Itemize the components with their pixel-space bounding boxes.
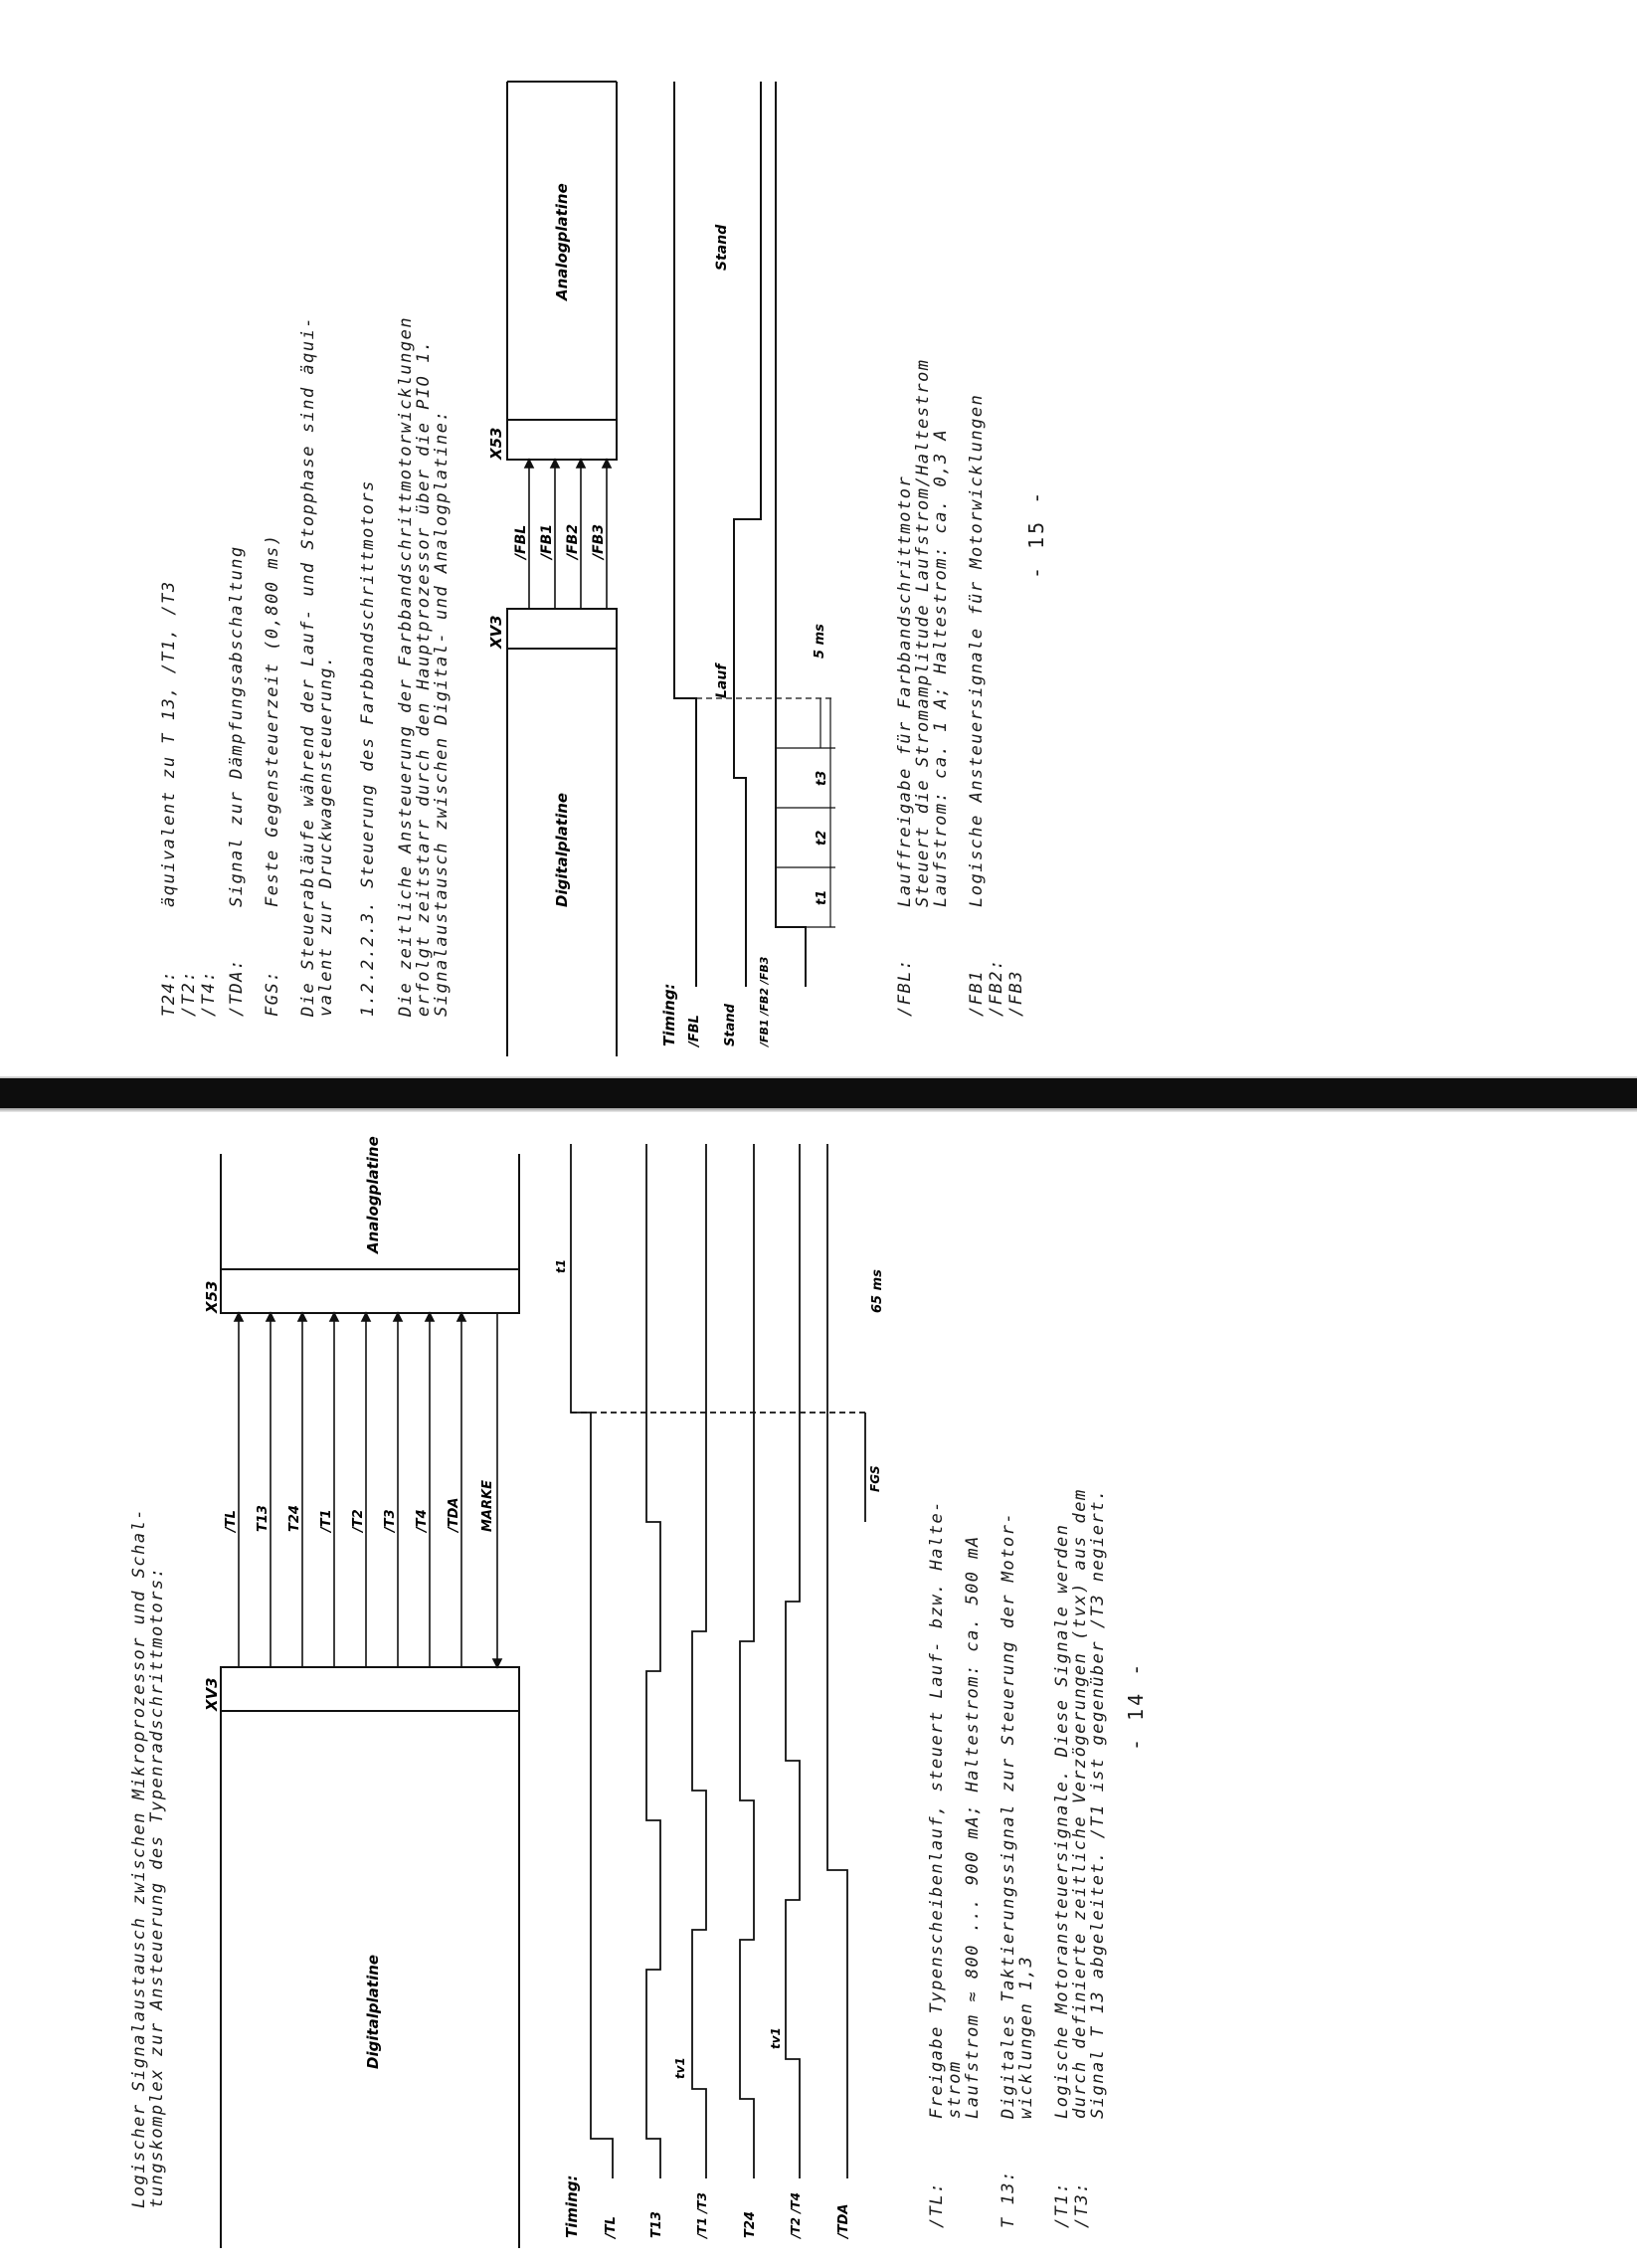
fb-timing-row: /FBL <box>687 1015 702 1046</box>
tl-timing-tv2: tv1 <box>769 2027 783 2049</box>
fb-signal-diagram <box>467 0 646 1076</box>
def-t1-line: durch definierte zeitliche Verzögerungen (tvx) aus dem <box>1070 1488 1090 2119</box>
book-gutter <box>0 1078 1637 1108</box>
fb-signal-label: /FB2 <box>565 523 581 559</box>
para1-line2: valent zur Druckwagensteuerung. <box>316 655 336 1017</box>
tl-signal-label: T24 <box>287 1505 302 1532</box>
def-tl-line: Freigabe Typenscheibenlauf, steuert Lauf- bzw. Halte- <box>927 1500 947 2119</box>
para2-line3: Signalaustausch zwischen Digital- und Analogplatine: <box>432 409 452 1017</box>
page-number-14: - 14 - <box>1124 1660 1148 1751</box>
fb-timing-row: Stand <box>723 1004 738 1046</box>
intro-line2: tungskomplex zur Ansteuerung des Typenradschrittmotors: <box>147 1566 167 2208</box>
section-heading: 1.2.2.2.3. Steuerung des Farbbandschrittmotors <box>358 479 378 1017</box>
para2-line1: Die zeitliche Ansteuerung der Farbbandschrittmotorwicklungen <box>396 315 416 1017</box>
tl-signal-label: /TL <box>224 1510 239 1532</box>
def-fgs-text: Feste Gegensteuerzeit (0,800 ms) <box>263 533 282 907</box>
page-14 <box>0 1112 1637 2268</box>
fb-connector-right: X53 <box>487 427 505 460</box>
tl-signal-label: MARKE <box>480 1480 495 1532</box>
tl-connector-right: X53 <box>203 1280 221 1313</box>
tl-signal-diagram <box>203 1112 537 2268</box>
tl-timing-row: /TDA <box>836 2203 851 2238</box>
fb-timing-label: Timing: <box>660 983 678 1046</box>
def-fb-line: Logische Ansteuersignale für Motorwicklungen <box>967 393 987 907</box>
tl-signal-label: T13 <box>256 1505 271 1532</box>
page-15 <box>0 0 1637 1076</box>
tl-signal-label: /T1 <box>319 1509 334 1532</box>
tl-timing-row: /TL <box>604 2216 619 2238</box>
tl-timing-diagram <box>554 1112 895 2268</box>
def-t1-line: Logische Motoransteuersignale. Diese Signale werden <box>1052 1523 1072 2119</box>
fb-connector-left: XV3 <box>487 615 505 649</box>
def-t1-key: /T1: /T3: <box>1052 2181 1092 2228</box>
para1-line1: Die Steuerabläufe während der Lauf- und Stopphase sind äqui- <box>298 315 318 1017</box>
tl-timing-fgs: FGS <box>868 1465 882 1492</box>
tl-signal-label: /TDA <box>447 1497 461 1532</box>
tl-block-left: Digitalplatine <box>364 1954 382 2069</box>
fb-signal-label: /FBL <box>513 524 529 559</box>
tl-timing-row: T24 <box>743 2211 758 2238</box>
tl-timing-label: Timing: <box>563 2174 581 2238</box>
def-tl-line: strom <box>945 2060 965 2119</box>
fb-timing-t1: t1 <box>815 889 829 905</box>
def-t24-text: äquivalent zu T 13, /T1, /T3 <box>159 580 179 907</box>
tl-signal-label: /T4 <box>415 1509 430 1532</box>
def-t13-key: T 13: <box>999 2170 1018 2228</box>
def-fgs-key: FGS: <box>263 970 282 1017</box>
tl-timing-65ms: 65 ms <box>870 1269 885 1313</box>
fb-timing-t2: t2 <box>815 830 829 846</box>
tl-timing-row: T13 <box>649 2211 664 2238</box>
fb-signal-label: /FB1 <box>539 523 555 559</box>
para2-line2: erfolgt zeitstarr durch den Hauptprozessor über die PIO 1. <box>414 339 434 1017</box>
def-t13-line: wicklungen 1,3 <box>1016 1955 1036 2119</box>
fb-block-right: Analogplatine <box>553 183 571 300</box>
fb-signal-label: /FB3 <box>591 523 607 559</box>
fb-block-left: Digitalplatine <box>553 792 571 907</box>
def-fbl-line: Steuert die Stromamplitude Laufstrom/Haltestrom <box>913 358 933 907</box>
def-tda-key: /TDA: <box>227 958 247 1017</box>
def-fbl-key: /FBL: <box>895 958 915 1017</box>
fb-timing-diagram <box>656 0 845 1076</box>
fb-timing-t3: t3 <box>815 770 829 786</box>
def-tl-key: /TL: <box>927 2181 947 2228</box>
tl-timing-row: /T1 /T3 <box>695 2191 709 2238</box>
tl-signal-label: /T3 <box>383 1509 398 1532</box>
def-t13-line: Digitales Taktierungssignal zur Steuerung der Motor- <box>999 1511 1018 2119</box>
page-number-15: - 15 - <box>1024 488 1048 579</box>
tl-timing-row: /T2 /T4 <box>789 2191 803 2238</box>
fb-timing-lauf: Lauf <box>714 663 730 698</box>
def-tl-line: Laufstrom ≈ 800 ... 900 mA; Haltestrom: ca. 500 mA <box>963 1535 983 2119</box>
fb-timing-row: /FB1 /FB2 /FB3 <box>758 956 771 1046</box>
def-fbl-line: Laufstrom: ca. 1 A; Haltestrom: ca. 0,3 A <box>931 428 951 907</box>
def-fb-key: /FB1 /FB2: /FB3 <box>967 958 1026 1017</box>
def-tda-text: Signal zur Dämpfungsabschaltung <box>227 545 247 907</box>
fb-timing-stand: Stand <box>714 224 730 271</box>
tl-connector-left: XV3 <box>203 1677 221 1711</box>
tl-signal-label: /T2 <box>351 1509 366 1532</box>
tl-block-right: Analogplatine <box>364 1136 382 1253</box>
tl-timing-t1: t1 <box>554 1258 568 1273</box>
def-fbl-line: Lauffreigabe für Farbbandschrittmotor <box>895 474 915 907</box>
intro-line1: Logischer Signalaustausch zwischen Mikroprozessor und Schal- <box>129 1507 149 2208</box>
def-t24-key: T24: /T2: /T4: <box>159 970 219 1017</box>
tl-timing-tv1: tv1 <box>673 2057 687 2079</box>
fb-timing-5ms: 5 ms <box>813 624 827 659</box>
def-t1-line: Signal T 13 abgeleitet. /T1 ist gegenüber /T3 negiert. <box>1088 1488 1108 2119</box>
